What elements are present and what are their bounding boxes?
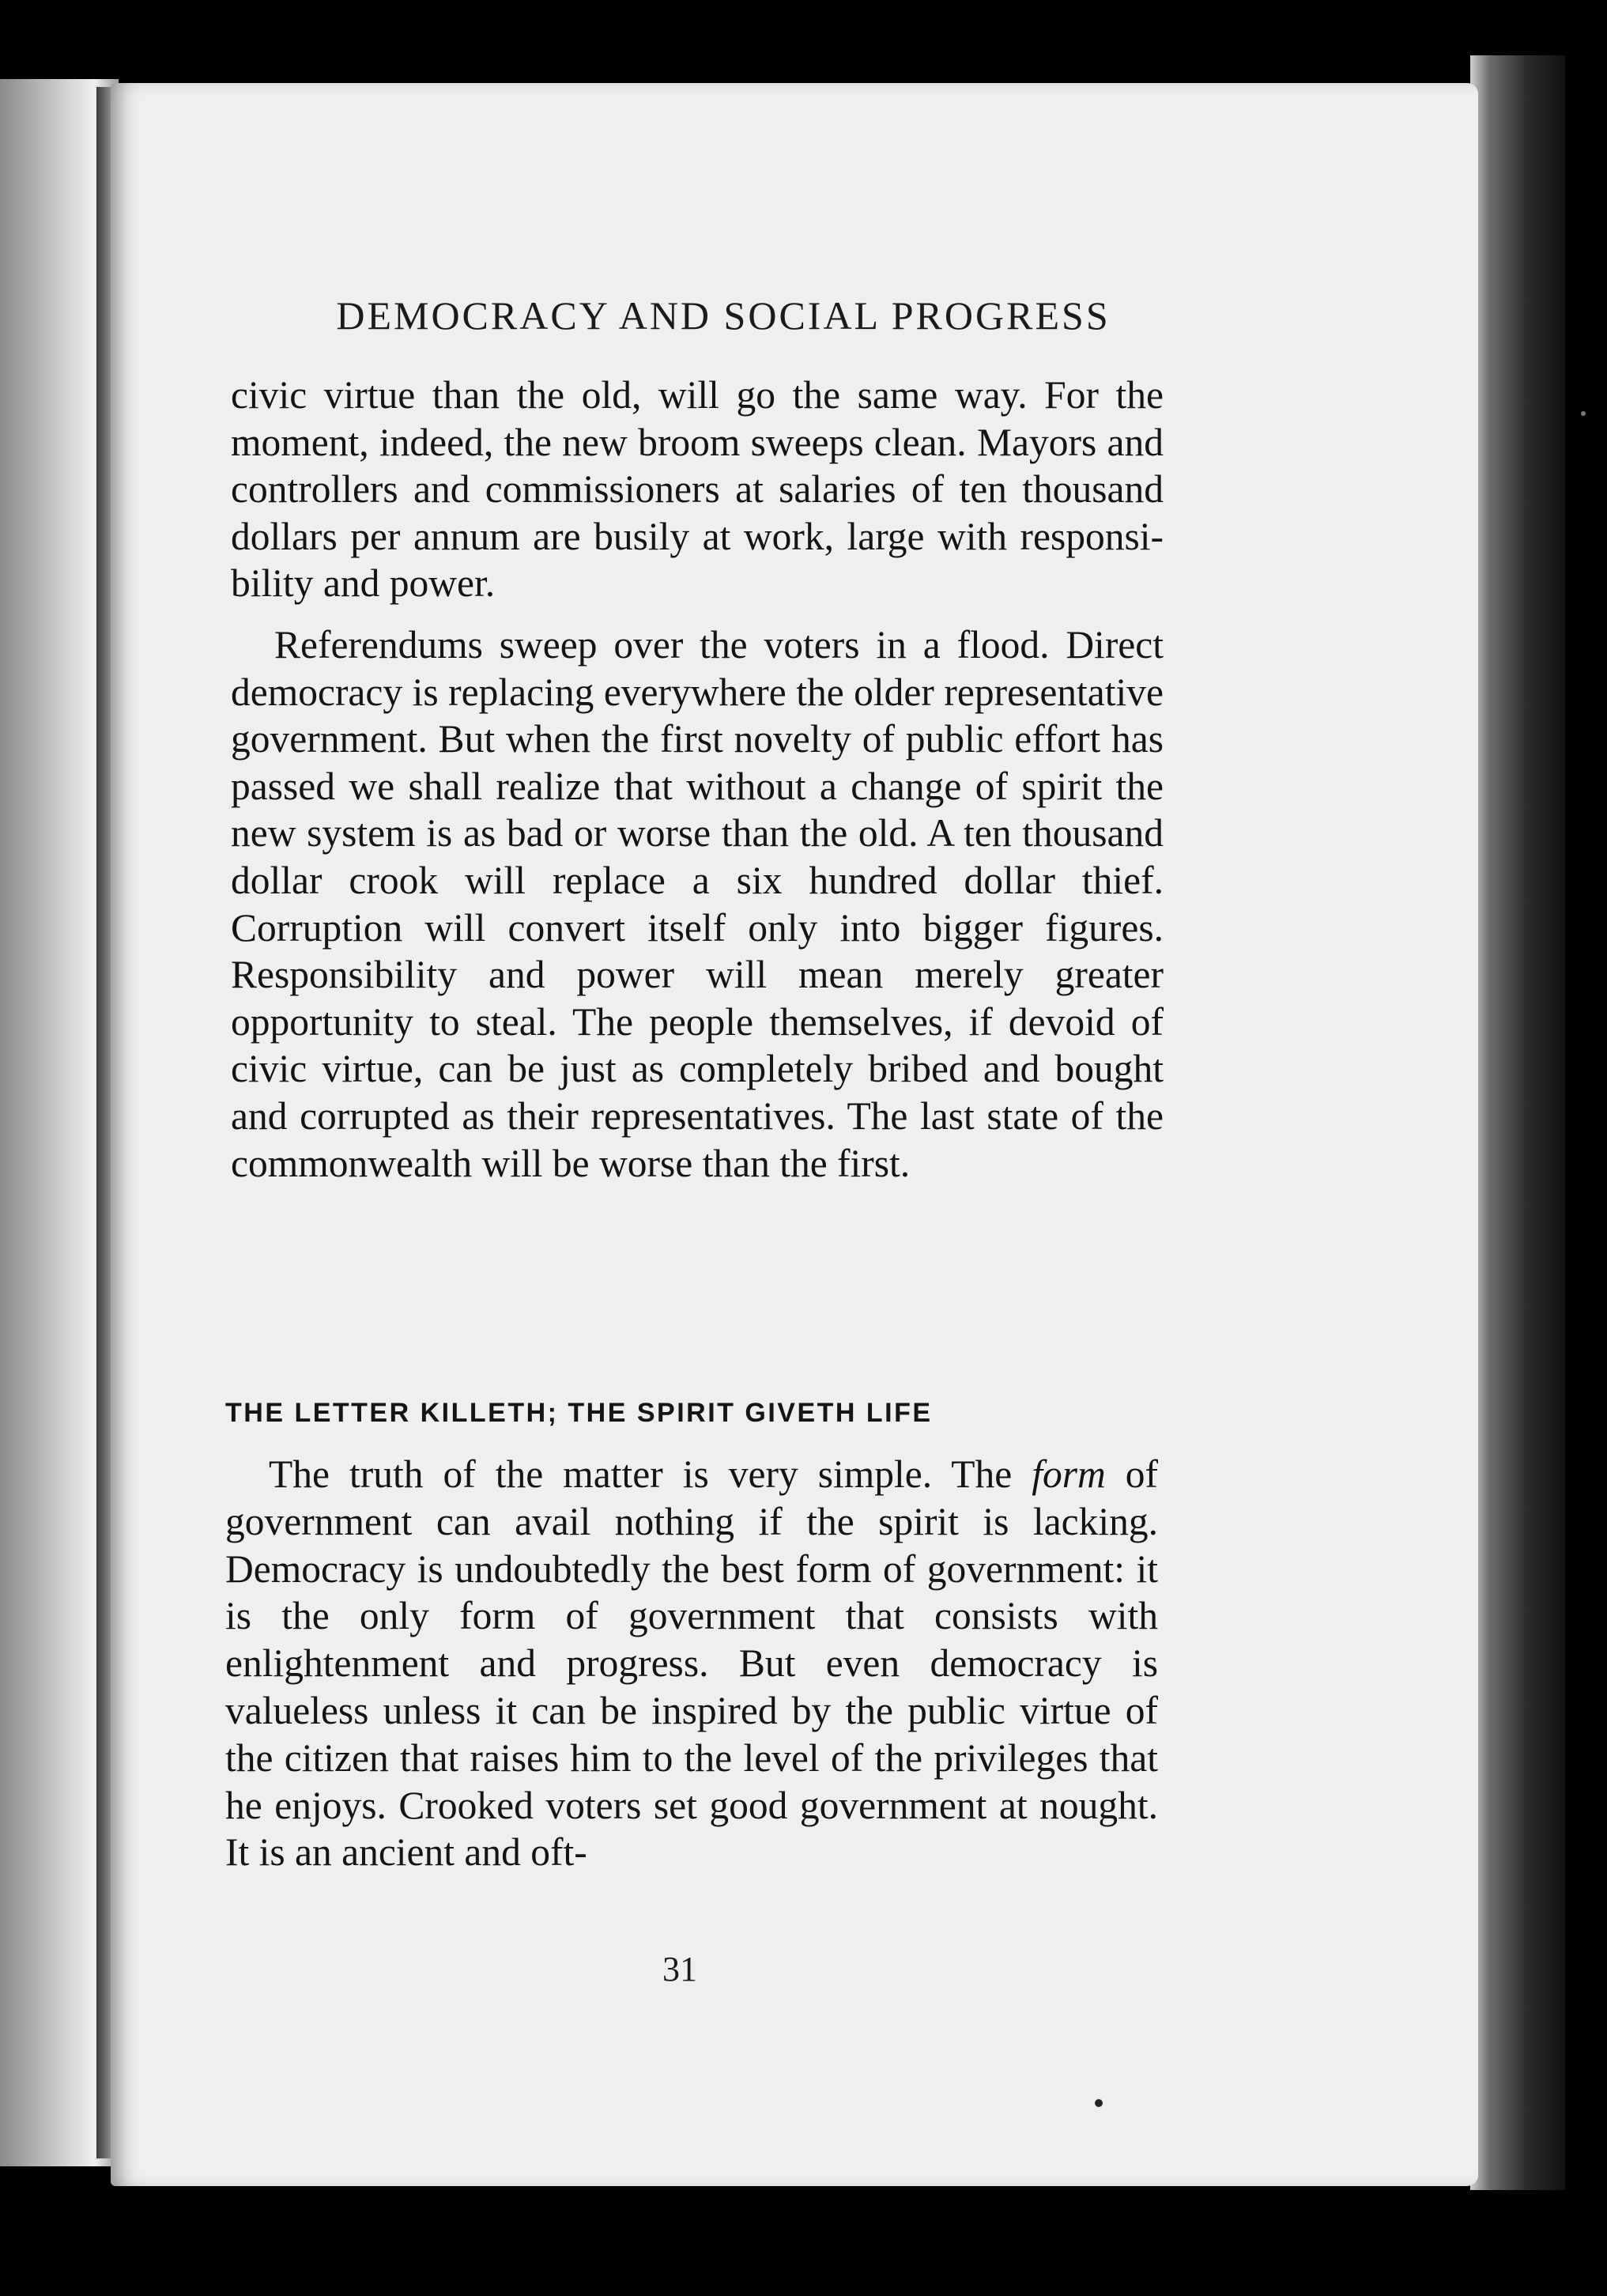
body-text-lower [225,1451,1158,1876]
section-heading: THE LETTER KILLETH; THE SPIRIT GIVETH LIFE [225,1398,933,1428]
book-cover-edge [1470,55,1565,2190]
running-head: DEMOCRACY AND SOCIAL PROGRESS [336,293,1111,338]
dust-speck [1581,411,1586,416]
italic-word: form [1032,1452,1106,1496]
paragraph: Referendums sweep over the voters in a flood. Direct democracy is replacing everywhere the older representative government. But when the first novelty of public effort has passed we shall realize that without a change of spirit the new system is as bad or worse than the old. A ten thousand dollar crook will replace a six hundred dollar thief. Corruption will convert itself only into bigger figures. Responsibility and power will mean merely greater opportunity to steal. The people themselves, if devoid of civic virtue, can be just as completely bribed and bought and corrupted as their representatives. The last state of the commonwealth will be worse than the first. [231,622,1164,1185]
text-run: The truth of the matter is very simple. The [269,1452,1032,1496]
text-run: of government can avail nothing if the spirit is lacking. Democracy is undoubtedly the best form of government: it is the only form of government that consists with enlightenment and progress. But even democracy is valueless unless it can be inspired by the public virtue of the citizen that raises him to the level of the privileges that he enjoys. Crooked voters set good government at nought. It is an ancient and oft- [225,1452,1158,1875]
dust-speck [1095,2099,1103,2107]
paragraph [225,1451,1158,1876]
page-number: 31 [662,1950,697,1988]
body-text-upper [231,372,1164,1187]
paragraph: civic virtue than the old, will go the same way. For the moment, indeed, the new broom sweeps clean. Mayors and controllers and commissioners at salaries of ten thousand dollars per annum are busily at work, large with responsibility and power. [231,373,1164,606]
